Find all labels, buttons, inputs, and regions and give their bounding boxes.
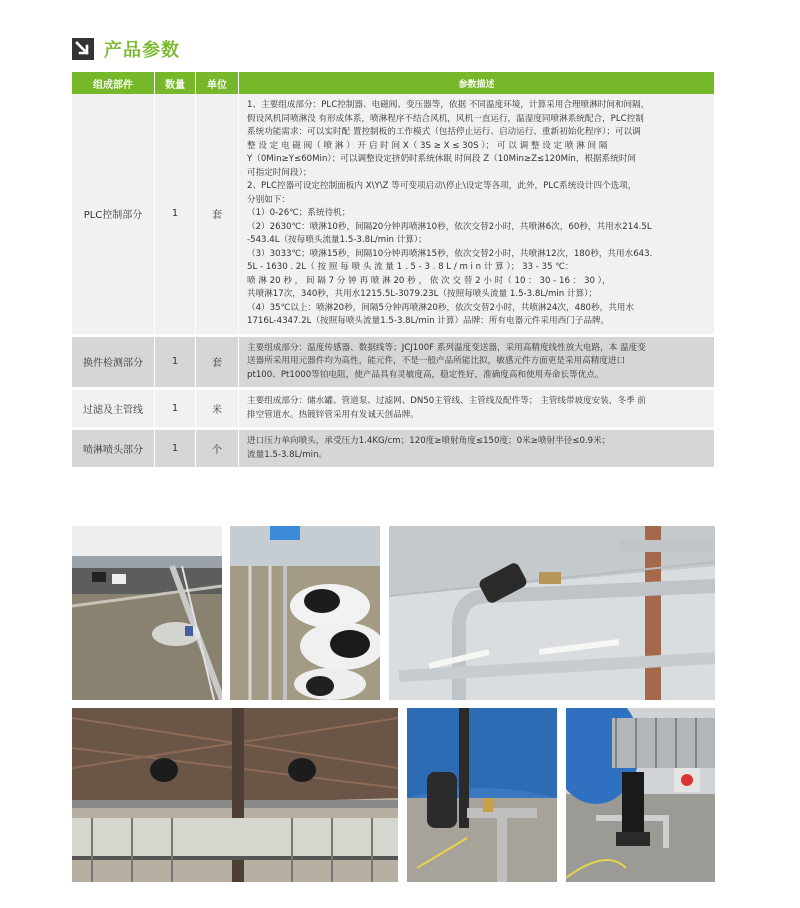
description-line: 1716L-4347.2L（按照每喷头流量1.5-3.8L/min 计算）品牌：所有电器元件采用西门子品牌。 <box>247 316 610 326</box>
page-title: 产品参数 <box>104 40 180 61</box>
description-line: 1、主要组成部分：PLC控制器、电磁阀、变压器等，依据 不同温度环境，计算采用合理喷淋时间和间隔， <box>247 100 650 110</box>
description-line: 分别如下： <box>247 194 290 205</box>
description-line: 送器所采用用元器件均为高性，能元件，不是一般产品所能比拟，敏感元件方面更是采用高精度进口 <box>247 356 626 366</box>
description-line: pt100、Pt1000等铂电阻，使产品具有灵敏度高，稳定性好，准确度高和使用寿命长等优点。 <box>247 369 604 380</box>
photo-barn-spray <box>72 526 222 700</box>
part-cell: PLC控制部分 <box>72 94 155 335</box>
description-line: -543.4L（按每喷头流量1.5-3.8L/min 计算）； <box>247 235 427 245</box>
section-header <box>72 36 180 62</box>
column-header-qty: 数量 <box>155 72 196 94</box>
description-cell <box>239 429 715 469</box>
photo-cows-feeding <box>230 526 380 700</box>
description-line: 共喷淋17次，340秒，共用水1215.5L-3079.23L（按照每喷头流量 1.5-3.8L/min 计算）； <box>247 289 598 299</box>
table-row <box>72 429 714 469</box>
unit-cell: 套 <box>196 94 239 335</box>
part-cell: 过滤及主管线 <box>72 389 155 429</box>
quantity-cell: 1 <box>155 94 196 335</box>
description-line: 系统功能需求：可以实时配 置控制板的工作模式（包括停止运行、启动运行、重新初始化程序）；可以调 <box>247 127 641 137</box>
description-line: Y（0Min≥Y≤60Min）；可以调整设定挤奶时系统休眠 时间段 Z（10Min≥Z≤120Min，根据系统时间 <box>247 154 637 164</box>
quantity-cell: 1 <box>155 335 196 389</box>
table-row <box>72 335 714 389</box>
product-parameters-table <box>72 72 714 470</box>
description-cell <box>239 335 715 389</box>
photo-pump-unit <box>566 708 715 882</box>
description-line: （4）35℃以上：喷淋20秒，间隔5分钟再喷淋20秒，依次交替2小时，共喷淋24次，480秒，共用水 <box>247 302 634 313</box>
description-line: 喷 淋 20 秒 ， 间 隔 7 分 钟 再 喷 淋 20 秒 ， 依 次 交 替 2 小 时（ 10 ： 30 - 16 ： 30 ）， <box>247 275 611 286</box>
description-line: （2）2630℃：喷淋10秒，间隔20分钟再喷淋10秒，依次交替2小时，共喷淋6次，60秒，共用水214.5L <box>247 221 652 232</box>
table-row <box>72 389 714 429</box>
unit-cell: 米 <box>196 389 239 429</box>
unit-cell: 个 <box>196 429 239 469</box>
unit-cell: 套 <box>196 335 239 389</box>
description-line: 主要组成部分：温度传感器、数据线等；JCJ100F 系列温度变送器，采用高精度线性放大电路，本 温度变 <box>247 342 646 353</box>
column-header-desc: 参数描述 <box>239 72 715 94</box>
description-line: 5L - 1630 . 2L（ 按 照 每 喷 头 流 量 1 . 5 - 3 . 8 L / m i n 计 算 ）； 33 - 35 ℃： <box>247 262 574 272</box>
description-line: （1）0-26℃；系统待机； <box>247 208 351 218</box>
photo-filter-tank <box>407 708 557 882</box>
quantity-cell: 1 <box>155 429 196 469</box>
table-header-row <box>72 72 714 94</box>
column-header-part: 组成部件 <box>72 72 155 94</box>
description-line: 主要组成部分：储水罐、管道泵、过滤网、DN50主管线、主管线及配件等； 主管线带坡度安装，冬季 前 <box>247 396 646 406</box>
description-line: 可指定时间段）； <box>247 167 312 178</box>
description-line: 整 设 定 电 磁 阀（ 喷 淋 ） 开 启 时 间 X（ 3S ≥ X ≤ 30S ）； 可 以 调 整 设 定 喷 淋 间 隔 <box>247 140 608 151</box>
description-line: 假设风机同喷淋没 有形成体系，喷淋程序不结合风机，风机一直运行，温湿度同喷淋系统配合，PLC控制 <box>247 113 644 124</box>
description-line: 流量1.5-3.8L/min。 <box>247 449 328 460</box>
photo-pipe-valve <box>389 526 715 700</box>
column-header-unit: 单位 <box>196 72 239 94</box>
description-line: （3）3033℃；喷淋15秒，间隔10分钟再喷淋15秒，依次交替2小时，共喷淋12次，180秒，共用水643. <box>247 248 653 259</box>
arrow-down-right-icon <box>72 38 94 60</box>
description-cell <box>239 94 715 335</box>
quantity-cell: 1 <box>155 389 196 429</box>
description-cell <box>239 389 715 429</box>
photo-roof-pipes <box>72 708 398 882</box>
description-line: 进口压力单向喷头，承受压力1.4KG/cm；120度≥喷射角度≤150度；0米≥喷射半径≤0.9米； <box>247 436 611 446</box>
description-line: 2、PLC控器可设定控制面板内 X\Y\Z 等可变项启动\停止\设定等各项，此外，PLC系统设计四个选项， <box>247 181 637 191</box>
description-line: 排空管道水。热镀锌管采用有发诚天创品牌。 <box>247 409 419 420</box>
part-cell: 喷淋喷头部分 <box>72 429 155 469</box>
table-row <box>72 94 714 335</box>
part-cell: 换件检测部分 <box>72 335 155 389</box>
